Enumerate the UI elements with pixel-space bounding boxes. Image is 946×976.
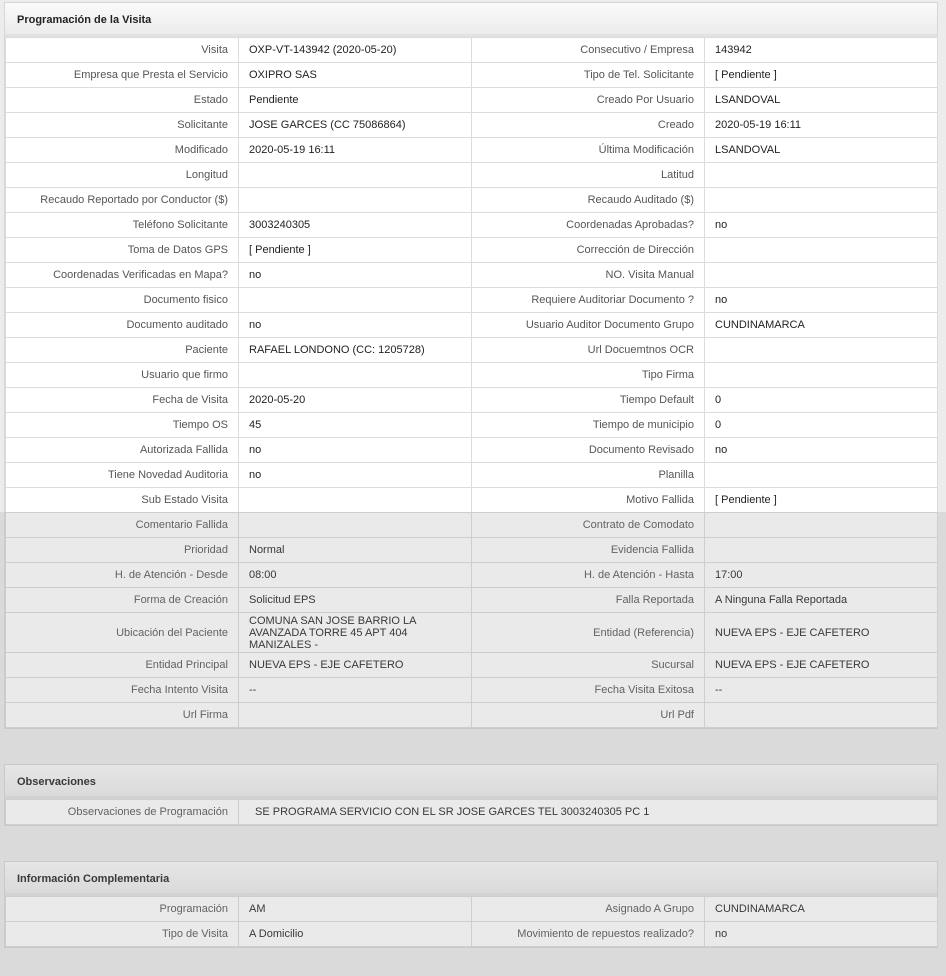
- field-value: [705, 263, 938, 288]
- field-value: [239, 703, 472, 728]
- field-label: Creado Por Usuario: [472, 88, 705, 113]
- table-row: [6, 653, 938, 678]
- field-value: no: [239, 313, 472, 338]
- observaciones-header: Observaciones: [5, 765, 937, 799]
- field-label: Usuario Auditor Documento Grupo: [472, 313, 705, 338]
- field-label: Ubicación del Paciente: [6, 613, 239, 653]
- table-row: [6, 513, 938, 538]
- field-label: Longitud: [6, 163, 239, 188]
- field-value: [239, 288, 472, 313]
- field-value: [705, 513, 938, 538]
- field-label: Planilla: [472, 463, 705, 488]
- table-row: [6, 588, 938, 613]
- field-label: Sub Estado Visita: [6, 488, 239, 513]
- field-label: Tipo Firma: [472, 363, 705, 388]
- field-value: no: [239, 438, 472, 463]
- table-row: [6, 38, 938, 63]
- field-value: OXIPRO SAS: [239, 63, 472, 88]
- field-value: [ Pendiente ]: [705, 488, 938, 513]
- field-label: Programación: [6, 897, 239, 922]
- field-value: NUEVA EPS - EJE CAFETERO: [239, 653, 472, 678]
- field-label: Contrato de Comodato: [472, 513, 705, 538]
- field-label: Latitud: [472, 163, 705, 188]
- field-value: NUEVA EPS - EJE CAFETERO: [705, 613, 938, 653]
- field-value: no: [705, 438, 938, 463]
- field-value: 45: [239, 413, 472, 438]
- field-label: Url Firma: [6, 703, 239, 728]
- field-label: Toma de Datos GPS: [6, 238, 239, 263]
- field-value: Pendiente: [239, 88, 472, 113]
- field-label: Entidad (Referencia): [472, 613, 705, 653]
- field-label: Prioridad: [6, 538, 239, 563]
- field-label: Tipo de Tel. Solicitante: [472, 63, 705, 88]
- field-value: 08:00: [239, 563, 472, 588]
- field-label: Tiene Novedad Auditoria: [6, 463, 239, 488]
- complementaria-header: Información Complementaria: [5, 862, 937, 896]
- field-label: Fecha Intento Visita: [6, 678, 239, 703]
- table-row: [6, 800, 938, 825]
- field-value: 0: [705, 413, 938, 438]
- table-row: [6, 338, 938, 363]
- observaciones-table: [5, 799, 938, 825]
- field-value: JOSE GARCES (CC 75086864): [239, 113, 472, 138]
- field-label: Movimiento de repuestos realizado?: [472, 922, 705, 947]
- field-label: H. de Atención - Hasta: [472, 563, 705, 588]
- field-value: 3003240305: [239, 213, 472, 238]
- field-value: CUNDINAMARCA: [705, 897, 938, 922]
- table-row: [6, 388, 938, 413]
- field-label: Autorizada Fallida: [6, 438, 239, 463]
- field-label: Evidencia Fallida: [472, 538, 705, 563]
- field-value: 2020-05-20: [239, 388, 472, 413]
- field-value: no: [239, 263, 472, 288]
- field-label: NO. Visita Manual: [472, 263, 705, 288]
- programacion-table: [5, 37, 938, 728]
- field-label: Requiere Auditoriar Documento ?: [472, 288, 705, 313]
- field-value: NUEVA EPS - EJE CAFETERO: [705, 653, 938, 678]
- field-label: Recaudo Reportado por Conductor ($): [6, 188, 239, 213]
- table-row: [6, 363, 938, 388]
- field-label: Url Pdf: [472, 703, 705, 728]
- field-label: Forma de Creación: [6, 588, 239, 613]
- field-label: Fecha Visita Exitosa: [472, 678, 705, 703]
- field-value: [239, 163, 472, 188]
- field-label: Estado: [6, 88, 239, 113]
- table-row: [6, 63, 938, 88]
- field-label: Motivo Fallida: [472, 488, 705, 513]
- field-label: Tiempo Default: [472, 388, 705, 413]
- field-label: Creado: [472, 113, 705, 138]
- field-value: RAFAEL LONDONO (CC: 1205728): [239, 338, 472, 363]
- observaciones-label: Observaciones de Programación: [6, 800, 239, 825]
- field-value: LSANDOVAL: [705, 88, 938, 113]
- field-value: Normal: [239, 538, 472, 563]
- field-value: [ Pendiente ]: [705, 63, 938, 88]
- complementaria-table: [5, 896, 938, 947]
- field-value: [239, 513, 472, 538]
- table-row: [6, 313, 938, 338]
- field-value: no: [705, 213, 938, 238]
- field-value: Solicitud EPS: [239, 588, 472, 613]
- field-label: Documento Revisado: [472, 438, 705, 463]
- field-label: Tipo de Visita: [6, 922, 239, 947]
- table-row: [6, 897, 938, 922]
- field-label: Fecha de Visita: [6, 388, 239, 413]
- table-row: [6, 188, 938, 213]
- field-label: Documento auditado: [6, 313, 239, 338]
- field-label: Última Modificación: [472, 138, 705, 163]
- field-value: [705, 238, 938, 263]
- field-value: [ Pendiente ]: [239, 238, 472, 263]
- field-value: 0: [705, 388, 938, 413]
- field-value: 2020-05-19 16:11: [705, 113, 938, 138]
- complementaria-panel: [4, 861, 938, 948]
- table-row: [6, 563, 938, 588]
- field-value: [705, 363, 938, 388]
- field-value: [705, 188, 938, 213]
- field-label: Empresa que Presta el Servicio: [6, 63, 239, 88]
- field-value: 17:00: [705, 563, 938, 588]
- field-value: A Domicilio: [239, 922, 472, 947]
- field-label: Coordenadas Verificadas en Mapa?: [6, 263, 239, 288]
- field-value: no: [239, 463, 472, 488]
- table-row: [6, 538, 938, 563]
- field-label: Paciente: [6, 338, 239, 363]
- field-label: Modificado: [6, 138, 239, 163]
- field-value: LSANDOVAL: [705, 138, 938, 163]
- field-label: Documento fisico: [6, 288, 239, 313]
- field-label: Comentario Fallida: [6, 513, 239, 538]
- table-row: [6, 288, 938, 313]
- field-label: Teléfono Solicitante: [6, 213, 239, 238]
- table-row: [6, 113, 938, 138]
- field-value: AM: [239, 897, 472, 922]
- table-row: [6, 678, 938, 703]
- field-value: --: [705, 678, 938, 703]
- field-label: Tiempo OS: [6, 413, 239, 438]
- field-label: H. de Atención - Desde: [6, 563, 239, 588]
- field-label: Entidad Principal: [6, 653, 239, 678]
- table-row: [6, 463, 938, 488]
- field-value: [705, 703, 938, 728]
- table-row: [6, 488, 938, 513]
- field-value: OXP-VT-143942 (2020-05-20): [239, 38, 472, 63]
- observaciones-panel: [4, 764, 938, 826]
- field-value: CUNDINAMARCA: [705, 313, 938, 338]
- field-value: [705, 338, 938, 363]
- field-value: 143942: [705, 38, 938, 63]
- observaciones-value: SE PROGRAMA SERVICIO CON EL SR JOSE GARCES TEL 3003240305 PC 1: [239, 800, 938, 825]
- programacion-header: Programación de la Visita: [5, 3, 937, 37]
- field-label: Coordenadas Aprobadas?: [472, 213, 705, 238]
- field-label: Usuario que firmo: [6, 363, 239, 388]
- field-value: 2020-05-19 16:11: [239, 138, 472, 163]
- field-value: [705, 163, 938, 188]
- table-row: [6, 88, 938, 113]
- field-label: Recaudo Auditado ($): [472, 188, 705, 213]
- field-label: Sucursal: [472, 653, 705, 678]
- field-value: [239, 363, 472, 388]
- table-row: [6, 703, 938, 728]
- field-label: Asignado A Grupo: [472, 897, 705, 922]
- table-row: [6, 138, 938, 163]
- field-label: Tiempo de municipio: [472, 413, 705, 438]
- table-row: [6, 263, 938, 288]
- table-row: [6, 163, 938, 188]
- field-label: Consecutivo / Empresa: [472, 38, 705, 63]
- field-label: Solicitante: [6, 113, 239, 138]
- field-value: A Ninguna Falla Reportada: [705, 588, 938, 613]
- field-label: Visita: [6, 38, 239, 63]
- field-value: --: [239, 678, 472, 703]
- table-row: [6, 213, 938, 238]
- field-value: [239, 488, 472, 513]
- field-value: no: [705, 922, 938, 947]
- field-value: [705, 463, 938, 488]
- field-value: COMUNA SAN JOSE BARRIO LA AVANZADA TORRE 45 APT 404 MANIZALES -: [239, 613, 472, 653]
- field-value: [239, 188, 472, 213]
- field-value: [705, 538, 938, 563]
- programacion-panel: [4, 2, 938, 729]
- field-label: Url Docuemtnos OCR: [472, 338, 705, 363]
- table-row: [6, 238, 938, 263]
- table-row: [6, 413, 938, 438]
- table-row: [6, 438, 938, 463]
- field-label: Corrección de Dirección: [472, 238, 705, 263]
- table-row: [6, 613, 938, 653]
- table-row: [6, 922, 938, 947]
- field-label: Falla Reportada: [472, 588, 705, 613]
- field-value: no: [705, 288, 938, 313]
